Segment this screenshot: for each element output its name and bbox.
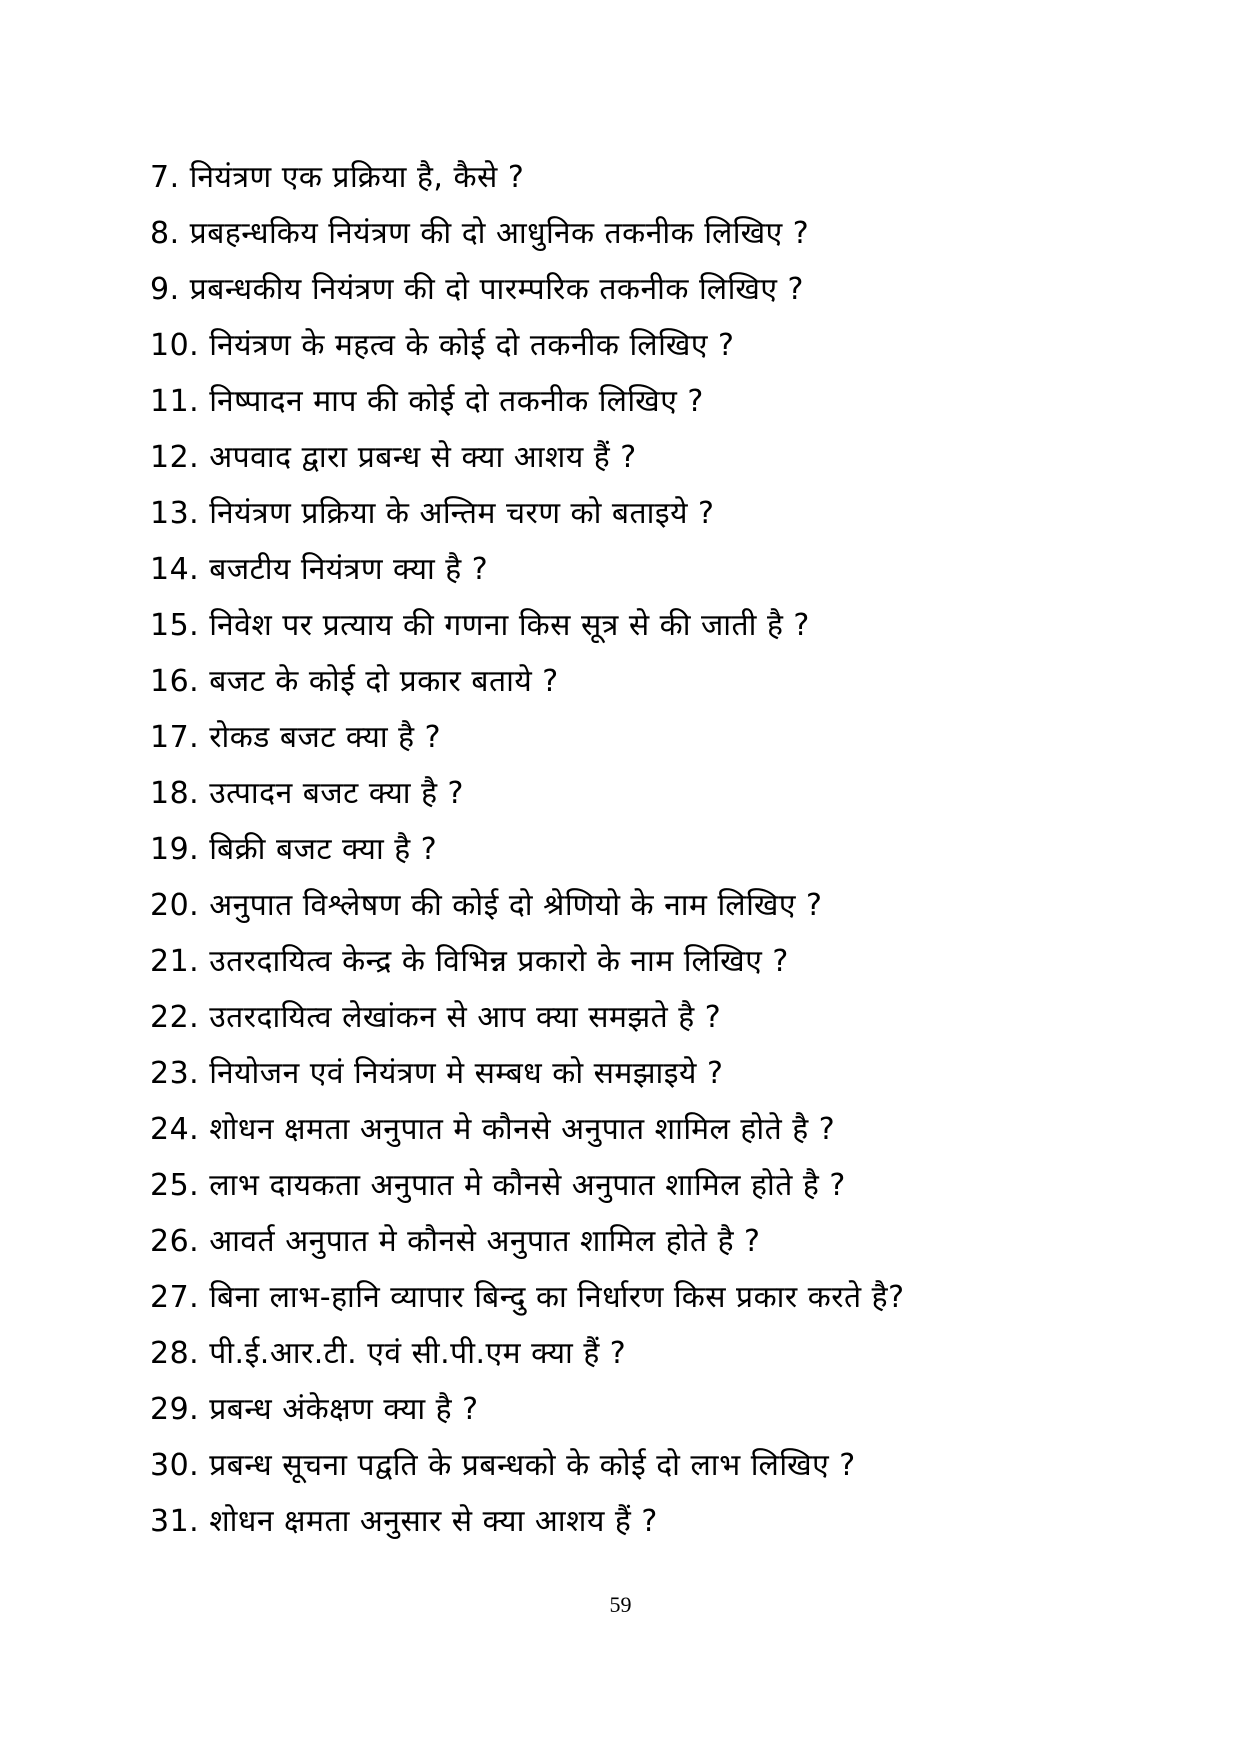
question-text: नियंत्रण एक प्रक्रिया है, कैसे ? — [189, 160, 525, 195]
question-text: अनुपात विश्लेषण की कोई दो श्रेणियो के नाम लिखिए ? — [209, 888, 823, 923]
question-item — [150, 206, 1150, 262]
question-text: शोधन क्षमता अनुपात मे कौनसे अनुपात शामिल होते है ? — [209, 1112, 836, 1147]
question-item — [150, 1158, 1150, 1214]
question-text: पी.ई.आर.टी. एवं सी.पी.एम क्या हैं ? — [209, 1336, 627, 1371]
question-number: 8. — [150, 216, 180, 251]
question-text: उतरदायित्व केन्द्र के विभिन्न प्रकारो के नाम लिखिए ? — [209, 944, 789, 979]
question-number: 28. — [150, 1336, 200, 1371]
question-item — [150, 766, 1150, 822]
question-text: प्रबन्धकीय नियंत्रण की दो पारम्परिक तकनीक लिखिए ? — [189, 272, 804, 307]
question-number: 21. — [150, 944, 200, 979]
question-number: 19. — [150, 832, 200, 867]
question-text: आवर्त अनुपात मे कौनसे अनुपात शामिल होते है ? — [209, 1224, 761, 1259]
question-text: बिक्री बजट क्या है ? — [209, 832, 438, 867]
question-item — [150, 318, 1150, 374]
question-item — [150, 598, 1150, 654]
question-number: 20. — [150, 888, 200, 923]
question-number: 18. — [150, 776, 200, 811]
question-text: रोकड बजट क्या है ? — [209, 720, 442, 755]
question-text: बिना लाभ-हानि व्यापार बिन्दु का निर्धारण किस प्रकार करते है? — [209, 1280, 905, 1315]
question-item — [150, 374, 1150, 430]
question-number: 10. — [150, 328, 200, 363]
question-number: 22. — [150, 1000, 200, 1035]
question-item — [150, 654, 1150, 710]
question-item — [150, 430, 1150, 486]
question-text: निवेश पर प्रत्याय की गणना किस सूत्र से की जाती है ? — [209, 608, 810, 643]
question-number: 11. — [150, 384, 200, 419]
question-item — [150, 822, 1150, 878]
question-number: 26. — [150, 1224, 200, 1259]
question-item — [150, 542, 1150, 598]
question-number: 16. — [150, 664, 200, 699]
question-text: अपवाद द्वारा प्रबन्ध से क्या आशय हैं ? — [209, 440, 637, 475]
question-text: उत्पादन बजट क्या है ? — [209, 776, 464, 811]
question-item — [150, 1046, 1150, 1102]
question-item — [150, 1214, 1150, 1270]
question-item — [150, 878, 1150, 934]
question-text: प्रबन्ध सूचना पद्वति के प्रबन्धको के कोई दो लाभ लिखिए ? — [209, 1448, 856, 1483]
question-item — [150, 1326, 1150, 1382]
question-number: 12. — [150, 440, 200, 475]
question-item — [150, 1270, 1150, 1326]
question-number: 14. — [150, 552, 200, 587]
question-number: 31. — [150, 1504, 200, 1539]
question-list — [150, 150, 1150, 1550]
question-text: नियोजन एवं नियंत्रण मे सम्बध को समझाइये ? — [209, 1056, 724, 1091]
question-number: 27. — [150, 1280, 200, 1315]
question-item — [150, 990, 1150, 1046]
question-number: 25. — [150, 1168, 200, 1203]
question-item — [150, 1494, 1150, 1550]
question-item — [150, 710, 1150, 766]
question-text: बजट के कोई दो प्रकार बताये ? — [209, 664, 559, 699]
question-number: 9. — [150, 272, 180, 307]
question-number: 23. — [150, 1056, 200, 1091]
question-number: 29. — [150, 1392, 200, 1427]
question-item — [150, 262, 1150, 318]
question-item — [150, 1102, 1150, 1158]
question-text: बजटीय नियंत्रण क्या है ? — [209, 552, 489, 587]
question-number: 13. — [150, 496, 200, 531]
question-item — [150, 486, 1150, 542]
question-text: नियंत्रण के महत्व के कोई दो तकनीक लिखिए ? — [209, 328, 735, 363]
question-number: 24. — [150, 1112, 200, 1147]
question-text: निष्पादन माप की कोई दो तकनीक लिखिए ? — [209, 384, 704, 419]
question-item — [150, 1382, 1150, 1438]
question-item — [150, 1438, 1150, 1494]
question-text: प्रबहन्धकिय नियंत्रण की दो आधुनिक तकनीक लिखिए ? — [189, 216, 810, 251]
question-number: 30. — [150, 1448, 200, 1483]
question-item — [150, 934, 1150, 990]
question-number: 17. — [150, 720, 200, 755]
question-text: प्रबन्ध अंकेक्षण क्या है ? — [209, 1392, 479, 1427]
question-item — [150, 150, 1150, 206]
question-text: उतरदायित्व लेखांकन से आप क्या समझते है ? — [209, 1000, 722, 1035]
page-number: 59 — [609, 1592, 632, 1617]
question-text: लाभ दायकता अनुपात मे कौनसे अनुपात शामिल होते है ? — [209, 1168, 846, 1203]
question-number: 7. — [150, 160, 180, 195]
question-number: 15. — [150, 608, 200, 643]
question-text: शोधन क्षमता अनुसार से क्या आशय हैं ? — [209, 1504, 658, 1539]
question-text: नियंत्रण प्रक्रिया के अन्तिम चरण को बताइये ? — [209, 496, 715, 531]
